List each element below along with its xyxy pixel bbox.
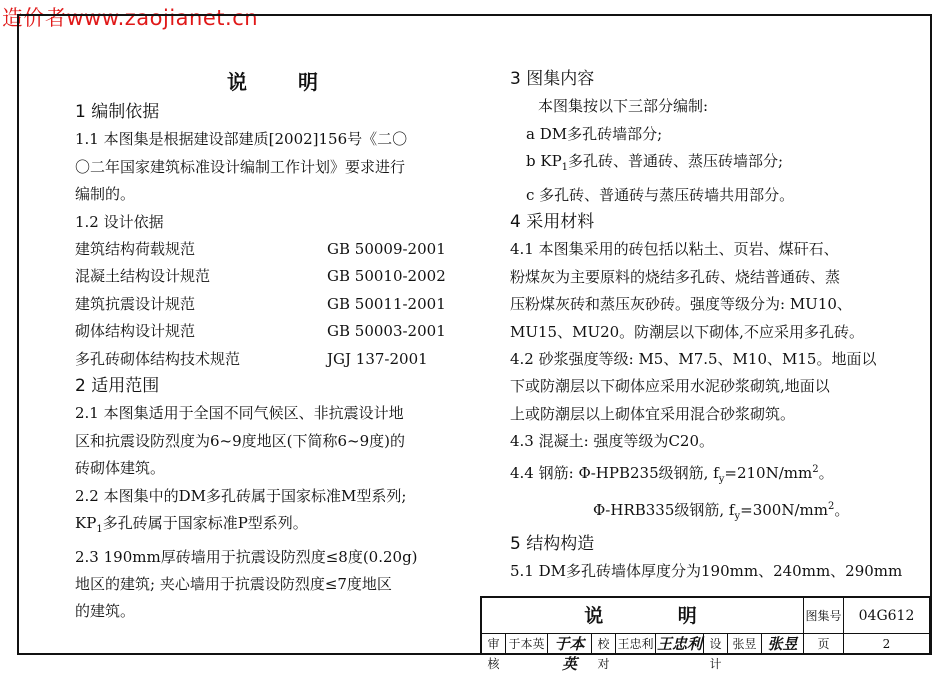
title-block-title: 说 明 bbox=[482, 598, 804, 634]
text-line: 5.1 DM多孔砖墙体厚度分为190mm、240mm、290mm bbox=[510, 561, 903, 580]
text-fragment: KP bbox=[75, 514, 97, 533]
subscript: 1 bbox=[96, 524, 103, 536]
design-label: 设计 bbox=[704, 634, 728, 654]
title-block bbox=[480, 596, 930, 673]
review-label: 审核 bbox=[482, 634, 506, 654]
spec-row bbox=[75, 263, 475, 290]
spec-row bbox=[75, 291, 475, 318]
text-line: 2.1 本图集适用于全国不同气候区、非抗震设计地 bbox=[75, 404, 404, 423]
text-fragment: 多孔砖、普通砖、蒸压砖墙部分; bbox=[568, 152, 784, 171]
spec-code: GB 50011-2001 bbox=[327, 294, 446, 313]
section-3-heading: 3 图集内容 bbox=[510, 69, 595, 89]
right-column bbox=[510, 66, 920, 585]
text-fragment: Φ-HRB335级钢筋, f bbox=[593, 501, 735, 520]
watermark: 造价者www.zaojianet.cn bbox=[2, 6, 259, 30]
text-fragment: 4.4 钢筋: Φ-HPB235级钢筋, f bbox=[510, 463, 719, 482]
text-line: 4.3 混凝土: 强度等级为C20。 bbox=[510, 432, 715, 451]
designer-signature: 张昱 bbox=[762, 634, 804, 654]
list-item: c 多孔砖、普通砖与蒸压砖墙共用部分。 bbox=[526, 185, 795, 204]
spec-row bbox=[75, 236, 475, 263]
list-item: a DM多孔砖墙部分; bbox=[526, 124, 663, 143]
text-line: 4.1 本图集采用的砖包括以粘土、页岩、煤矸石、 bbox=[510, 240, 839, 259]
text-fragment: 。 bbox=[834, 501, 850, 520]
text-fragment: 多孔砖属于国家标准P型系列。 bbox=[102, 514, 308, 533]
spec-name: 砌体结构设计规范 bbox=[75, 322, 196, 341]
section-1-heading: 1 编制依据 bbox=[75, 102, 160, 122]
text-line: 下或防潮层以下砌体应采用水泥砂浆砌筑,地面以 bbox=[510, 377, 830, 396]
text-line: MU15、MU20。防潮层以下砌体,不应采用多孔砖。 bbox=[510, 322, 864, 341]
text-line: 粉煤灰为主要原料的烧结多孔砖、烧结普通砖、蒸 bbox=[510, 267, 841, 286]
text-line: 1.2 设计依据 bbox=[75, 212, 164, 231]
spec-name: 混凝土结构设计规范 bbox=[75, 267, 211, 286]
subscript: y bbox=[734, 511, 741, 523]
text-fragment: =210N/mm bbox=[724, 463, 813, 482]
superscript: 2 bbox=[812, 463, 819, 475]
spec-row bbox=[75, 318, 475, 345]
text-fragment: 。 bbox=[818, 463, 834, 482]
spec-name: 建筑抗震设计规范 bbox=[75, 294, 196, 313]
atlas-number-label: 图集号 bbox=[804, 598, 844, 634]
page-title: 说 明 bbox=[227, 70, 340, 94]
spec-code: GB 50010-2002 bbox=[327, 267, 446, 286]
reviewer-signature: 于本英 bbox=[548, 634, 592, 654]
text-line bbox=[510, 456, 920, 493]
spec-code: GB 50009-2001 bbox=[327, 240, 446, 259]
superscript: 2 bbox=[827, 501, 835, 513]
text-line: 〇二年国家建筑标准设计编制工作计划》要求进行 bbox=[75, 157, 406, 176]
designer-name: 张昱 bbox=[728, 634, 762, 654]
text-line: 编制的。 bbox=[75, 185, 136, 204]
text-fragment: =300N/mm bbox=[740, 501, 828, 520]
reviewer-name: 于本英 bbox=[506, 634, 548, 654]
check-label: 校对 bbox=[592, 634, 616, 654]
spec-code: JGJ 137-2001 bbox=[327, 349, 428, 368]
checker-signature: 王忠利 bbox=[656, 635, 702, 653]
left-column bbox=[75, 66, 475, 626]
text-line: 1.1 本图集是根据建设部建质[2002]156号《二〇 bbox=[75, 130, 408, 149]
text-line: 的建筑。 bbox=[75, 602, 136, 621]
spec-name: 多孔砖砌体结构技术规范 bbox=[75, 349, 241, 368]
text-line: 本图集按以下三部分编制: bbox=[538, 97, 709, 116]
text-line bbox=[75, 510, 475, 543]
text-line: 2.2 本图集中的DM多孔砖属于国家标准M型系列; bbox=[75, 486, 407, 505]
text-line bbox=[510, 493, 920, 530]
checker-name: 王忠利 bbox=[616, 634, 656, 654]
text-line: 2.3 190mm厚砖墙用于抗震设防烈度≤8度(0.20g) bbox=[75, 547, 418, 566]
text-line: 地区的建筑; 夹心墙用于抗震设防烈度≤7度地区 bbox=[75, 574, 392, 593]
subscript: y bbox=[718, 473, 725, 485]
text-line: 压粉煤灰砖和蒸压灰砂砖。强度等级分为: MU10、 bbox=[510, 295, 852, 314]
section-2-heading: 2 适用范围 bbox=[75, 376, 160, 397]
section-4-heading: 4 采用材料 bbox=[510, 212, 595, 233]
atlas-number: 04G612 bbox=[844, 598, 930, 634]
text-line: 区和抗震设防烈度为6~9度地区(下简称6~9度)的 bbox=[75, 431, 406, 450]
section-5-heading: 5 结构构造 bbox=[510, 533, 595, 554]
spec-code: GB 50003-2001 bbox=[327, 322, 446, 341]
text-line: 砖砌体建筑。 bbox=[75, 459, 166, 478]
text-fragment: b KP bbox=[526, 152, 562, 171]
list-item bbox=[510, 148, 920, 181]
page-label: 页 bbox=[804, 634, 844, 654]
text-line: 上或防潮层以上砌体宜采用混合砂浆砌筑。 bbox=[510, 404, 796, 423]
spec-row bbox=[75, 346, 475, 373]
subscript: 1 bbox=[561, 162, 569, 174]
spec-name: 建筑结构荷载规范 bbox=[75, 240, 196, 259]
text-line: 4.2 砂浆强度等级: M5、M7.5、M10、M15。地面以 bbox=[510, 350, 877, 369]
page-number: 2 bbox=[844, 634, 930, 654]
